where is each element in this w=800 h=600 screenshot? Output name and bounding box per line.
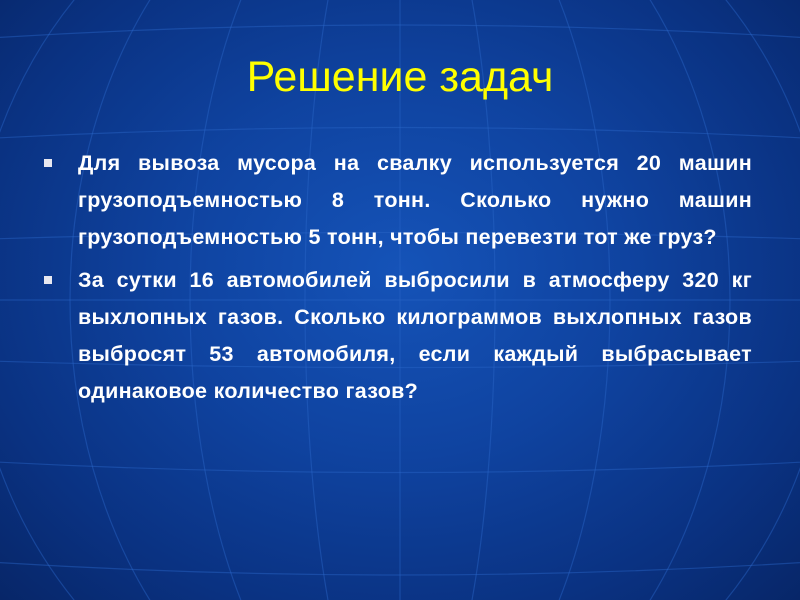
list-item xyxy=(40,262,752,410)
square-bullet-icon xyxy=(44,276,52,284)
problem-list xyxy=(40,145,752,416)
slide-title: Решение задач xyxy=(246,53,554,101)
list-item xyxy=(40,145,752,256)
square-bullet-icon xyxy=(44,159,52,167)
list-item-text: За сутки 16 автомобилей выбросили в атмосферу 320 кг выхлопных газов. Сколько килограммов выхлопных газов выбросят 53 автомобиля, если каждый выбрасывает одинаковое количество газов? xyxy=(78,268,752,403)
list-item-text: Для вывоза мусора на свалку используется 20 машин грузоподъемностью 8 тонн. Сколько нужно машин грузоподъемностью 5 тонн, чтобы перевезти тот же груз? xyxy=(78,151,752,249)
